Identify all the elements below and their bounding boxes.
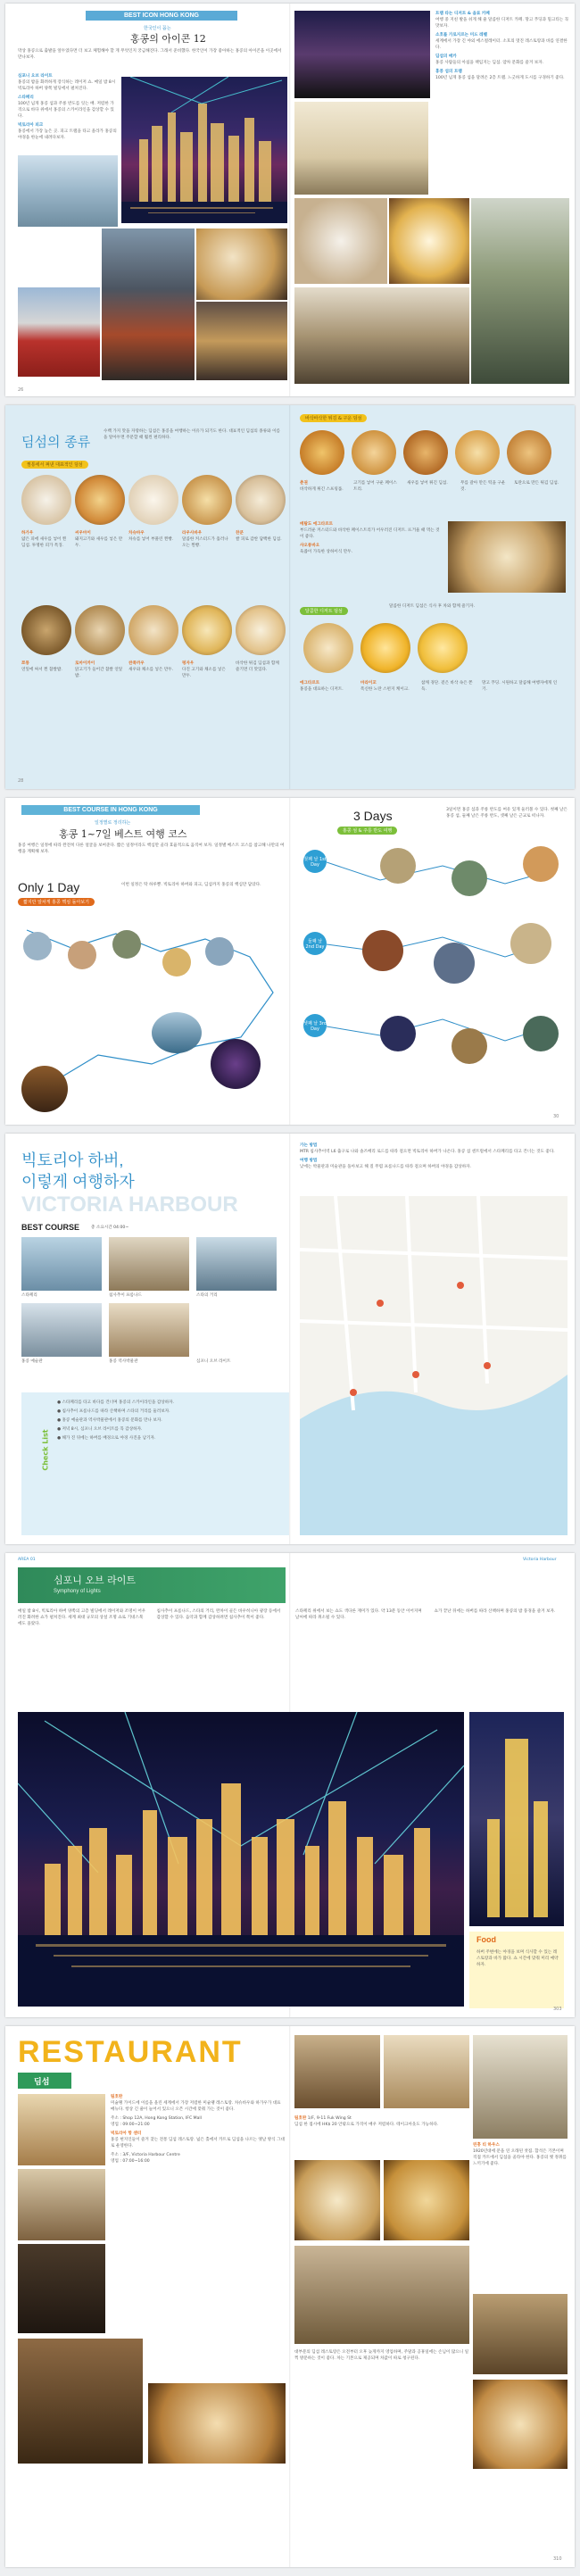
kicker: 한국인이 꼽는 [144,26,171,31]
dimsum-photo [196,229,287,300]
dimsum-photo [75,605,125,655]
night-photo [211,1039,261,1089]
restaurant-name: 팀호완 [111,2095,123,2099]
gutter [289,1134,291,1544]
day1-photo [380,848,416,884]
best-course-title: BEST COURSE [21,1223,80,1232]
restaurant-photo [18,2244,105,2333]
step-label: 심포니 오브 라이트 [196,1359,231,1364]
dimsum-name: 마라이꼬 [360,681,377,686]
section-label: 달콤한 디저트 딤섬 [300,607,348,615]
day3-photo [452,1028,487,1064]
dimsum-name: 쪼퉁 [21,661,29,666]
stop-photo [112,930,141,959]
dimsum-label-box [18,2073,71,2089]
dessert-note: 달콤한 디저트 딤섬은 식사 후 차와 함께 즐기자. [389,604,475,609]
step-photo [196,1237,277,1291]
step-label: 스타의 거리 [196,1293,218,1298]
dimsum-photo [300,430,344,475]
three-days-desc: 3일이면 홍콩 섬과 주룽 반도를 여유 있게 둘러볼 수 있다. 첫째 날은 홍콩 섬, 둘째 날은 주룽 반도, 셋째 날은 근교로 떠나자. [446,808,568,819]
icon-list-left: 심포니 오브 라이트 홍콩의 밤을 화려하게 장식하는 레이저 쇼. 매일 밤 8시 빅토리아 하버 양쪽 빌딩에서 펼쳐진다. 스타페리 100년 넘게 홍콩 섬과 주룽 반도를 잇는 배. 저렴한 가격으로 바다 위에서 홍콩의 스카이라인을 감상할 수 있다. 빅토리아 피크 홍콩에서 가장 높은 곳. 피크 트램을 타고 올라가 홍콩의 야경을 한눈에 내려다보자. [18,74,117,140]
spread-symphony [5,1553,575,2017]
dimsum-name: 펑자우 [182,661,195,666]
item-title: 스타페리 [18,96,34,100]
harbour-photo [18,155,118,227]
intro-text: 홍콩 여행은 일정에 따라 완전히 다른 얼굴을 보여준다. 짧은 일정이라도 핵심만 골라 효율적으로 움직여 보자. 일정별 베스트 코스를 참고해 나만의 여행을 계획해 보자. [18,843,285,854]
header-left: AREA 01 [18,1558,36,1562]
feature-subtitle: Symphony of Lights [54,1589,101,1594]
day3-photo [380,1016,416,1051]
restaurant-title: RESTAURANT [18,2035,243,2069]
right-text: 가는 방법 MTR 침사추이역 L6 출구로 나와 솔즈베리 로드를 따라 걸으면 빅토리아 하버가 나온다. 홍콩 섬 센트럴에서 스타페리를 타고 건너는 것도 좋다. 여행 방법 낮에는 박물관과 미술관을 돌아보고 해 질 무렵 프롬나드를 따라 걸으며 하버의 야경을 감상하자. [300,1143,555,1169]
step-photo [109,1237,189,1291]
food-text: 하버 주변에는 야경을 보며 식사할 수 있는 레스토랑과 바가 많다. 쇼 시간에 맞춰 미리 예약하자. [476,1950,559,1967]
dimsum-photo [21,605,71,655]
step-labels-2 [21,1359,286,1365]
food-box [469,1932,564,2008]
day2-photo [510,923,551,964]
item-title: 소호를 가로지르는 미드 레벨 [435,33,488,37]
dessert-desc: 에그타르트 홍콩을 대표하는 디저트. 마라이꼬 폭신한 노란 스펀지 케이크. 참깨 경단. 겉은 바삭 속은 쫀득. 망고 푸딩. 시원하고 달콤해 여행자에게 인기. [300,681,558,692]
restaurant-photo [294,2246,469,2344]
dimsum-photo [236,605,286,655]
dimsum-name: 로마이까이 [75,661,95,666]
restaurant-name: 빅토리아 항 센터 [111,2131,142,2136]
area-map [300,1196,568,1535]
dimsum-name: 싼쭉까우 [128,661,145,666]
city-street-photo [102,229,195,380]
header-right: Victoria Harbour [523,1558,557,1562]
dimsum-photo [352,430,396,475]
one-day-tag: 짧지만 알차게 홍콩 핵심 돌아보기 [18,898,95,906]
dimsum-photo [507,430,551,475]
restaurant-name: 린흥 티 하우스 [473,2143,500,2148]
day2-photo [362,930,403,971]
dimsum-name: 차슈바우 [128,531,145,536]
tram-photo [196,302,287,380]
dimsum-name: 씨우마이 [75,531,91,536]
gutter [289,4,291,396]
day2-photo [434,943,475,984]
building-photo [294,102,428,195]
item-title: 홍콩 섬의 트램 [435,70,462,74]
three-days-title: 3 Days [353,809,393,823]
banner: BEST ICON HONG KONG [86,11,237,21]
day2-badge: 둘째 날 2nd Day [303,932,327,955]
gutter [289,405,291,789]
tower-graphic [469,1712,564,1926]
spread-best-icon [5,4,575,396]
check-list-box [21,1392,289,1535]
restaurant-photo [473,2294,568,2374]
restaurant-photo [473,2380,568,2469]
intro-text: 막상 홍콩으로 출발을 앞두었다면 더 보고 체험해야 할 게 무엇인지 궁금해진다. 그래서 준비했다. 한국인이 가장 좋아하는 홍콩의 아이콘을 이곳에서 만나보자. [18,49,282,60]
dimsum-photo [236,475,286,525]
restaurant-photo [294,2160,380,2240]
section-label: 찜통에서 쪄낸 대표적인 딤섬 [21,461,88,469]
dimsum-photo [182,605,232,655]
item-title: 빅토리아 피크 [18,123,44,128]
check-items: ● 스타페리를 타고 바다를 건너며 홍콩의 스카이라인을 감상하자. ● 침사추이 프롬나드를 따라 산책하며 스타의 거리를 둘러보자. ● 홍콩 예술관과 역사박물관에서 홍콩의 문화를 만나 보자. ● 저녁 8시, 심포니 오브 라이트를 꼭 감상하자. ● 해가 진 뒤에는 하버를 배경으로 야경 사진을 남기자. [57,1400,175,1441]
dimsum-photo [75,475,125,525]
stop-photo [205,937,234,966]
dimsum-name: 하가우 [21,531,34,536]
dumpling-tray-photo [448,521,566,593]
dimsum-photo [360,623,410,673]
kicker: 일정별로 정리하는 [95,820,131,826]
gutter [289,2026,291,2567]
title-ko-2: 이렇게 여행하자 [21,1173,135,1191]
dimsum-photo [128,605,178,655]
stop-photo [68,941,96,969]
dimsum-desc-row1: 하가우 얇은 피에 새우를 넣어 찐 딤섬. 투명한 피가 특징. 씨우마이 돼지고기와 새우를 넣은 만두. 차슈바우 차슈를 넣어 부풀린 찐빵. 라우사바우 달콤한 커스터드가 흘러나오는 찐빵. 찬쿤 쌀 피로 감싼 담백한 딤섬. [21,531,282,548]
tower-photo [469,1712,564,1926]
section-label: 바삭바삭한 튀김 & 구운 딤섬 [300,414,367,422]
page-number: 26 [18,387,24,393]
symphony-graphic [18,1712,464,2007]
best-course-sub: 총 소요시간 04:00~ [91,1226,129,1230]
step-labels [21,1292,286,1299]
page-number: 30 [553,1114,559,1119]
icon-list-right: 트램 타는 디저트 & 음료 카페 여행 중 지친 발을 쉬게 해 줄 달콤한 디저트 카페. 망고 푸딩과 밀크티는 꼭 맛보자. 소호를 가로지르는 미드 레벨 세계에서 가장 긴 야외 에스컬레이터. 소호의 멋진 레스토랑과 바를 연결한다. 딤섬의 메카 홍콩 사람들의 아침을 책임지는 딤섬. 얌차 문화를 즐겨 보자. 홍콩 섬의 트램 100년 넘게 홍콩 섬을 달려온 2층 트램. 느긋하게 도시를 구경하기 좋다. [435,12,569,80]
desc: 수백 가지 맛을 자랑하는 딤섬은 홍콩을 여행하는 이유가 되기도 한다. 대표적인 딤섬의 종류와 이름을 알아두면 주문할 때 훨씬 편리하다. [104,429,280,440]
night-tower-photo [294,11,430,98]
page-number: 303 [553,2007,562,2012]
one-day-title: Only 1 Day [18,880,80,894]
dimsum-photo [303,623,353,673]
market-photo [21,1066,68,1112]
restaurant-text-left: 팀호완 미슐랭 가이드에 이름을 올린 세계에서 가장 저렴한 미슐랭 레스토랑. 차슈바우와 하가우가 대표 메뉴다. 항상 긴 줄이 늘어서 있으니 오픈 시간에 맞춰 가는 것이 좋다. 주소 : Shop 12A, Hong Kong Station, IFC Mall 영업 : 09:00~21:00 빅토리아 항 센터 홍콩 현지인들이 즐겨 찾는 전통 딤섬 레스토랑. 넓은 홀에서 카트로 딤섬을 나르는 옛날 방식 그대로 운영한다. 주소 : 3/F, Victoria Harbour Centre 영업 : 07:00~16:00 [111,2095,285,2164]
restaurant-photo [18,2094,105,2165]
restaurant-photo [384,2035,469,2108]
skyline-graphic [121,77,287,223]
one-day-desc: 이번 일정은 딱 하루뿐. 빅토리아 하버와 피크, 딤섬까지 홍콩의 핵심만 담았다. [121,883,261,887]
restaurant-photo [294,2035,380,2108]
page-number: 310 [553,2556,562,2562]
street-sign-photo [471,198,569,384]
spread-best-course [5,798,575,1125]
stop-photo [162,948,191,976]
step-photo [21,1237,102,1291]
restaurant-text-right-3: 대부분의 딤섬 레스토랑은 오전부터 오후 늦게까지 영업하며, 주말과 공휴일에는 손님이 많으니 일찍 방문하는 것이 좋다. 차는 기본으로 제공되며 차값이 따로 청구된다. [294,2350,469,2361]
skyline-photo [121,77,287,223]
step-photo [21,1303,102,1357]
page-title: 홍콩 1~7일 베스트 여행 코스 [59,828,187,840]
title-ko: 빅토리아 하버, [21,1151,124,1169]
spread-victoria [5,1134,575,1544]
step-label: 침사추이 프롬나드 [109,1293,142,1298]
restaurant-photo [18,2169,105,2240]
day3-badge: 셋째 날 3rd Day [303,1014,327,1037]
restaurant-text-right-2: 린흥 티 하우스 1920년대에 문을 연 오래된 찻집. 합석은 기본이며 직접 카트에서 딤섬을 골라야 한다. 홍콩의 옛 정취를 느끼기에 좋다. [473,2143,567,2166]
spread-restaurant [5,2026,575,2567]
dimsum-name: 찬쿤 [236,531,244,536]
map-graphic [300,1196,568,1535]
food-label: Food [476,1935,496,1944]
dessert-photo [389,198,469,284]
day1-badge: 첫째 날 1st Day [303,850,327,873]
item-title: 심포니 오브 라이트 [18,74,53,79]
day3-photo [523,1016,559,1051]
check-list-label: Check List [41,1429,50,1471]
tea-photo [294,198,387,284]
dimsum-photo [403,430,448,475]
title-en: VICTORIA HARBOUR [21,1192,238,1217]
dimsum-photo [21,475,71,525]
item-title: 트램 타는 디저트 & 음료 카페 [435,12,490,16]
extra-desc: 메탐도 에그타르트 부드러운 커스터드와 바삭한 페이스트리가 어우러진 디저트. 뜨거울 때 먹는 것이 좋다. 샤오롱바오 육즙이 가득한 상하이식 만두. [300,522,440,554]
step-label: 홍콩 역사박물관 [109,1359,138,1364]
page-number: 28 [18,778,24,784]
category-label: 딤섬 [34,2077,50,2086]
title-box [18,1567,286,1603]
dimsum-name: 라우사바우 [182,531,203,536]
restaurant-photo [148,2383,286,2464]
step-label: 홍콩 예술관 [21,1359,43,1364]
dimsum-photo [128,475,178,525]
dimsum-name: 에그타르트 [300,681,320,686]
restaurant-photo [384,2160,469,2240]
stop-photo [23,932,52,960]
day1-photo [452,860,487,896]
restaurant-photo [473,2035,568,2139]
item-title: 딤섬의 메카 [435,54,457,59]
dimsum-name: 춘권 [300,481,308,486]
spread-dimsum [5,405,575,789]
page-title: 홍콩의 아이콘 12 [130,33,206,45]
ferry-photo [152,1012,202,1053]
dimsum-photo [182,475,232,525]
dimsum-photo [455,430,500,475]
three-days-tag: 홍콩 섬 & 주룽 반도 여행 [337,827,397,835]
step-label: 스타페리 [21,1293,37,1298]
symphony-photo [18,1712,464,2007]
feature-title: 심포니 오브 라이트 [54,1575,137,1586]
feature-text: 매일 밤 8시, 빅토리아 하버 양쪽의 고층 빌딩에서 레이저와 조명이 어우러진 화려한 쇼가 펼쳐진다. 세계 최대 규모의 상설 조명 쇼로 기네스북에도 올랐다. 침사추이 프롬나드, 스타의 거리, 완차이 골든 바우히니아 광장 등에서 감상할 수 있다. 음악과 함께 감상하려면 침사추이 쪽이 좋다. 스타페리 위에서 보는 쇼도 색다른 재미가 있다. 약 13분 동안 이어지며 날씨에 따라 취소될 수 있다. 쇼가 끝난 뒤에는 하버를 따라 산책하며 홍콩의 밤 풍경을 즐겨 보자. [18,1609,556,1626]
dimsum-desc-row2: 쪼퉁 연잎에 싸서 찐 찹쌀밥. 로마이까이 닭고기가 들어간 찹쌀 연잎밥. 싼쭉까우 새우와 채소를 넣은 만두. 펑자우 다진 고기와 채소를 넣은 만두. 바삭한 튀김 딤섬과 함께 즐기면 더 맛있다. [21,661,279,678]
step-photo [109,1303,189,1357]
fried-desc: 춘권 바삭하게 튀긴 스프링롤. 고기를 넣어 구운 페이스트리. 새우를 넣어 튀긴 딤섬. 무를 갈아 만든 떡을 구운 것. 토란으로 만든 튀김 딤섬. [300,481,559,492]
banner: BEST COURSE IN HONG KONG [21,805,200,815]
day1-photo [523,846,559,882]
page-title: 딤섬의 종류 [21,434,91,450]
gutter [289,798,291,1125]
restaurant-text-right: 팀호완 1/F, 9-11 Fuk Wing St 딤섬 한 접시에 HK$ 20 안팎으로 가격이 매우 저렴하다. 테이크아웃도 가능하다. [294,2116,439,2127]
bus-photo [18,287,100,377]
escalator-photo [294,287,469,384]
dimsum-photo [418,623,468,673]
